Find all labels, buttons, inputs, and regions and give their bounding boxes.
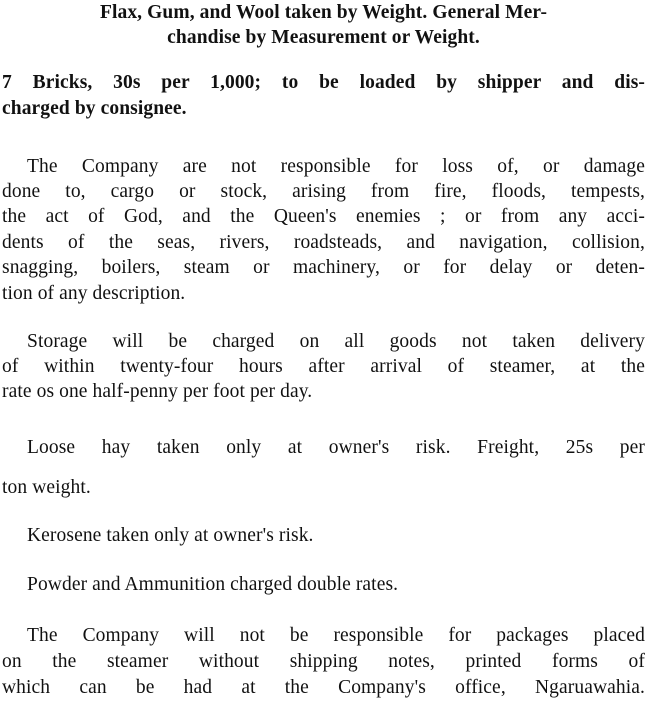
text-line: The Company will not be responsible for packages placed	[27, 625, 645, 646]
text-line: the act of God, and the Queen's enemies ; or from any acci-	[2, 206, 645, 227]
text-line: tion of any description.	[2, 283, 186, 304]
text-line: ton weight.	[2, 477, 91, 498]
text-line: chandise by Measurement or Weight.	[167, 27, 480, 48]
text-line: rate os one half-penny per foot per day.	[2, 381, 313, 402]
text-line: snagging, boilers, steam or machinery, or for delay or deten-	[2, 257, 645, 278]
text-line: on the steamer without shipping notes, printed forms of	[2, 651, 645, 672]
text-line: The Company are not responsible for loss of, or damage	[27, 156, 645, 177]
text-line: Flax, Gum, and Wool taken by Weight. General Mer-	[99, 2, 548, 23]
text-line: dents of the seas, rivers, roadsteads, and navigation, collision,	[2, 232, 645, 253]
text-line: which can be had at the Company's office, Ngaruawahia.	[2, 677, 645, 698]
text-line: done to, cargo or stock, arising from fire, floods, tempests,	[2, 181, 645, 202]
text-line: charged by consignee.	[2, 98, 187, 119]
text-line: Storage will be charged on all goods not taken delivery	[27, 331, 645, 352]
text-line: Loose hay taken only at owner's risk. Freight, 25s per	[27, 437, 645, 458]
text-line: Kerosene taken only at owner's risk.	[27, 525, 314, 546]
text-line: of within twenty-four hours after arrival of steamer, at the	[2, 356, 645, 377]
text-line: Powder and Ammunition charged double rates.	[27, 574, 399, 595]
text-line: 7 Bricks, 30s per 1,000; to be loaded by shipper and dis-	[2, 72, 645, 93]
